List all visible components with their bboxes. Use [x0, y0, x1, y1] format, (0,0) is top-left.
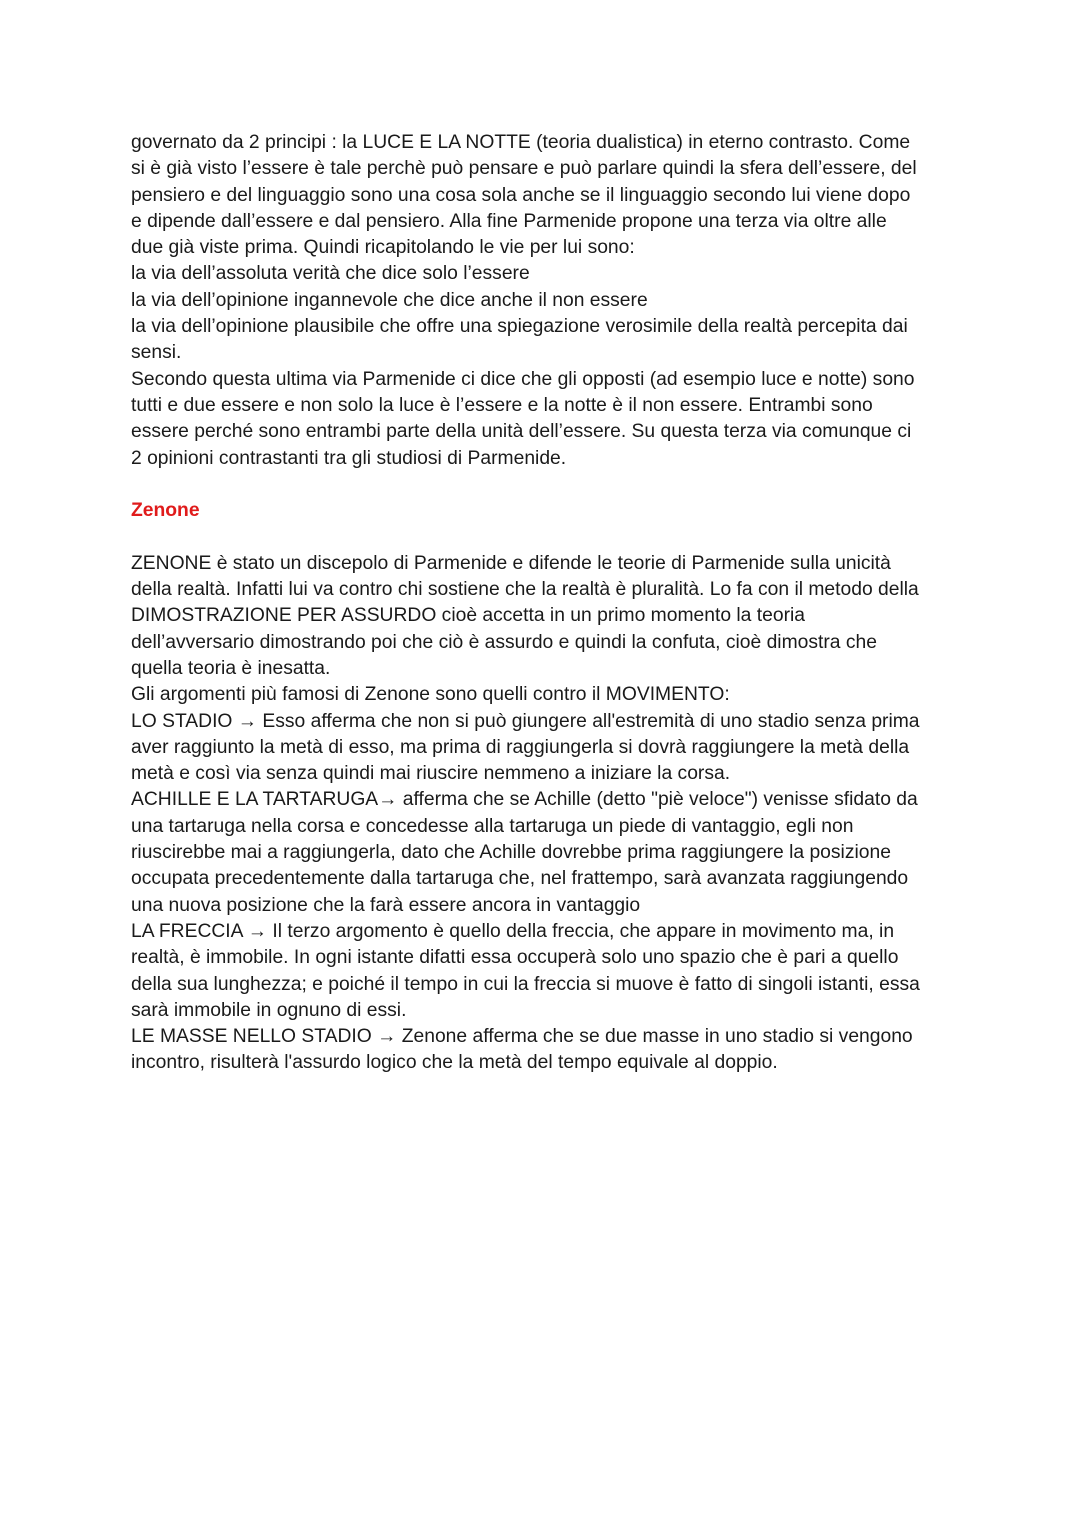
text-line: sarà immobile in ognuno di essi.: [131, 999, 407, 1021]
text-line: pensiero e del linguaggio sono una cosa sola anche se il linguaggio secondo lui viene dopo: [131, 184, 911, 206]
text-line: LA FRECCIA → Il terzo argomento è quello della freccia, che appare in movimento ma, in: [131, 920, 895, 942]
paragraph-gap: [131, 472, 961, 498]
parmenide-paragraph: [131, 130, 961, 472]
text-line: la via dell’opinione plausibile che offre una spiegazione verosimile della realtà percepita dai: [131, 316, 908, 338]
text-line: una tartaruga nella corsa e concedesse alla tartaruga un piede di vantaggio, egli non: [131, 815, 854, 837]
text-line: ACHILLE E LA TARTARUGA→ afferma che se Achille (detto "piè veloce") venisse sfidato da: [131, 789, 918, 811]
text-line: della sua lunghezza; e poiché il tempo in cui la freccia si muove è fatto di singoli istanti, essa: [131, 973, 920, 995]
text-line: sensi.: [131, 342, 182, 364]
text-line: realtà, è immobile. In ogni istante difatti essa occuperà solo uno spazio che è pari a quello: [131, 947, 899, 969]
text-line: aver raggiunto la metà di esso, ma prima di raggiungerla si dovrà raggiungere la metà della: [131, 736, 910, 758]
text-line: occupata precedentemente dalla tartaruga che, nel frattempo, sarà avanzata raggiungendo: [131, 868, 909, 890]
text-line: e dipende dall’essere e dal pensiero. Alla fine Parmenide propone una terza via oltre alle: [131, 210, 887, 232]
paragraph-gap: [131, 524, 961, 550]
text-line: DIMOSTRAZIONE PER ASSURDO cioè accetta in un primo momento la teoria: [131, 605, 805, 627]
document-body: [131, 130, 961, 1077]
text-line: quella teoria è inesatta.: [131, 657, 331, 679]
text-line: essere perché sono entrambi parte della unità dell’essere. Su questa terza via comunque ci: [131, 421, 912, 443]
text-line: tutti e due essere e non solo la luce è l’essere e la notte è il non essere. Entrambi sono: [131, 394, 873, 416]
text-line: due già viste prima. Quindi ricapitolando le vie per lui sono:: [131, 237, 635, 259]
text-line: LE MASSE NELLO STADIO → Zenone afferma che se due masse in uno stadio si vengono: [131, 1026, 913, 1048]
text-line: governato da 2 principi : la LUCE E LA NOTTE (teoria dualistica) in eterno contrasto. Come: [131, 132, 911, 153]
text-line: dell’avversario dimostrando poi che ciò è assurdo e quindi la confuta, cioè dimostra che: [131, 631, 877, 653]
text-line: LO STADIO → Esso afferma che non si può giungere all'estremità di uno stadio senza prima: [131, 710, 920, 732]
text-line: incontro, risulterà l'assurdo logico che la metà del tempo equivale al doppio.: [131, 1052, 778, 1074]
text-line: una nuova posizione che la farà essere ancora in vantaggio: [131, 894, 641, 916]
text-line: 2 opinioni contrastanti tra gli studiosi di Parmenide.: [131, 447, 567, 469]
section-heading-zenone: Zenone: [131, 500, 200, 522]
text-line: la via dell’assoluta verità che dice solo l’essere: [131, 263, 530, 285]
text-line: riuscirebbe mai a raggiungerla, dato che Achille dovrebbe prima raggiungere la posizione: [131, 842, 891, 864]
text-line: la via dell’opinione ingannevole che dice anche il non essere: [131, 289, 648, 311]
text-line: Gli argomenti più famosi di Zenone sono quelli contro il MOVIMENTO:: [131, 684, 730, 706]
text-line: della realtà. Infatti lui va contro chi sostiene che la realtà è pluralità. Lo fa con il metodo della: [131, 579, 919, 601]
zenone-paragraph: [131, 551, 961, 1077]
text-line: ZENONE è stato un discepolo di Parmenide e difende le teorie di Parmenide sulla unicità: [131, 552, 891, 574]
text-line: Secondo questa ultima via Parmenide ci dice che gli opposti (ad esempio luce e notte) sono: [131, 368, 915, 390]
text-line: si è già visto l’essere è tale perchè può pensare e può parlare quindi la sfera dell’essere, del: [131, 158, 917, 180]
text-line: metà e così via senza quindi mai riuscire nemmeno a iniziare la corsa.: [131, 763, 731, 785]
